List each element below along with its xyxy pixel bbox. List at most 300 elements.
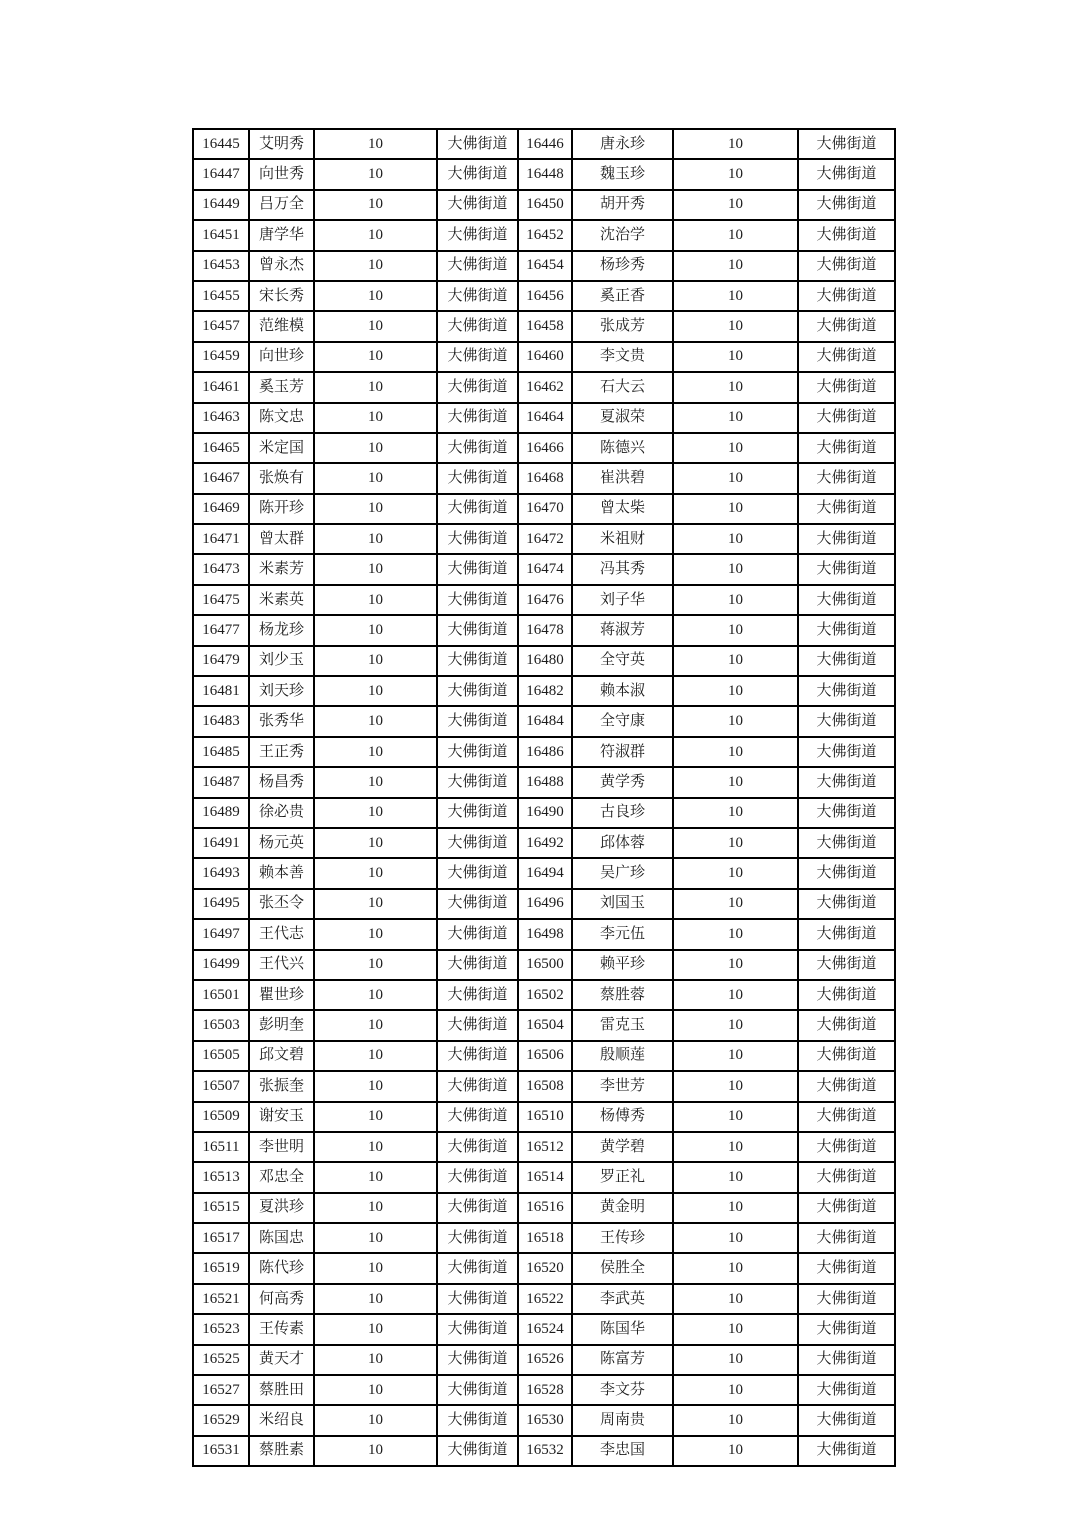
person-name-left-cell: 范维模	[249, 311, 314, 341]
street-name-left-cell: 大佛街道	[437, 159, 518, 189]
serial-number-left-cell: 16527	[193, 1375, 249, 1405]
serial-number-right-cell: 16460	[518, 342, 572, 372]
amount-left-cell: 10	[314, 858, 437, 888]
serial-number-right-cell: 16526	[518, 1345, 572, 1375]
street-name-right-cell: 大佛街道	[798, 706, 895, 736]
street-name-left-cell: 大佛街道	[437, 737, 518, 767]
serial-number-left-cell: 16515	[193, 1193, 249, 1223]
serial-number-left-cell: 16521	[193, 1284, 249, 1314]
roster-table-container	[192, 128, 894, 1459]
serial-number-right-cell: 16530	[518, 1405, 572, 1435]
amount-right-cell: 10	[673, 1223, 798, 1253]
serial-number-left-cell: 16503	[193, 1010, 249, 1040]
amount-right-cell: 10	[673, 1436, 798, 1466]
roster-table-body	[193, 129, 895, 1466]
person-name-left-cell: 陈文忠	[249, 403, 314, 433]
person-name-right-cell: 黄学碧	[572, 1132, 673, 1162]
serial-number-right-cell: 16498	[518, 919, 572, 949]
amount-left-cell: 10	[314, 767, 437, 797]
street-name-right-cell: 大佛街道	[798, 220, 895, 250]
amount-right-cell: 10	[673, 1284, 798, 1314]
street-name-right-cell: 大佛街道	[798, 1132, 895, 1162]
person-name-left-cell: 刘天珍	[249, 676, 314, 706]
serial-number-left-cell: 16483	[193, 706, 249, 736]
amount-right-cell: 10	[673, 1162, 798, 1192]
person-name-right-cell: 李武英	[572, 1284, 673, 1314]
street-name-right-cell: 大佛街道	[798, 1193, 895, 1223]
street-name-right-cell: 大佛街道	[798, 251, 895, 281]
person-name-right-cell: 符淑群	[572, 737, 673, 767]
table-row	[193, 342, 895, 372]
serial-number-left-cell: 16447	[193, 159, 249, 189]
table-row	[193, 676, 895, 706]
street-name-left-cell: 大佛街道	[437, 1223, 518, 1253]
amount-left-cell: 10	[314, 889, 437, 919]
table-row	[193, 1071, 895, 1101]
table-row	[193, 980, 895, 1010]
person-name-right-cell: 蒋淑芳	[572, 615, 673, 645]
street-name-left-cell: 大佛街道	[437, 1253, 518, 1283]
serial-number-right-cell: 16458	[518, 311, 572, 341]
amount-right-cell: 10	[673, 129, 798, 159]
amount-left-cell: 10	[314, 463, 437, 493]
table-row	[193, 889, 895, 919]
amount-right-cell: 10	[673, 858, 798, 888]
amount-right-cell: 10	[673, 1405, 798, 1435]
amount-left-cell: 10	[314, 1314, 437, 1344]
amount-left-cell: 10	[314, 1010, 437, 1040]
serial-number-right-cell: 16512	[518, 1132, 572, 1162]
serial-number-left-cell: 16493	[193, 858, 249, 888]
person-name-right-cell: 殷顺莲	[572, 1041, 673, 1071]
street-name-left-cell: 大佛街道	[437, 220, 518, 250]
serial-number-right-cell: 16484	[518, 706, 572, 736]
street-name-left-cell: 大佛街道	[437, 494, 518, 524]
person-name-right-cell: 赖平珍	[572, 950, 673, 980]
amount-left-cell: 10	[314, 403, 437, 433]
person-name-right-cell: 吴广珍	[572, 858, 673, 888]
serial-number-right-cell: 16508	[518, 1071, 572, 1101]
amount-left-cell: 10	[314, 1284, 437, 1314]
street-name-left-cell: 大佛街道	[437, 129, 518, 159]
person-name-right-cell: 陈国华	[572, 1314, 673, 1344]
street-name-left-cell: 大佛街道	[437, 524, 518, 554]
person-name-right-cell: 侯胜全	[572, 1253, 673, 1283]
street-name-right-cell: 大佛街道	[798, 889, 895, 919]
table-row	[193, 1284, 895, 1314]
amount-left-cell: 10	[314, 1102, 437, 1132]
amount-left-cell: 10	[314, 1375, 437, 1405]
serial-number-left-cell: 16497	[193, 919, 249, 949]
serial-number-left-cell: 16469	[193, 494, 249, 524]
street-name-right-cell: 大佛街道	[798, 646, 895, 676]
table-row	[193, 1253, 895, 1283]
street-name-right-cell: 大佛街道	[798, 950, 895, 980]
serial-number-left-cell: 16501	[193, 980, 249, 1010]
person-name-left-cell: 陈开珍	[249, 494, 314, 524]
serial-number-right-cell: 16528	[518, 1375, 572, 1405]
serial-number-left-cell: 16479	[193, 646, 249, 676]
street-name-right-cell: 大佛街道	[798, 1314, 895, 1344]
serial-number-right-cell: 16474	[518, 554, 572, 584]
serial-number-right-cell: 16462	[518, 372, 572, 402]
table-row	[193, 1345, 895, 1375]
amount-right-cell: 10	[673, 798, 798, 828]
street-name-left-cell: 大佛街道	[437, 585, 518, 615]
person-name-right-cell: 曾太柴	[572, 494, 673, 524]
person-name-left-cell: 米绍良	[249, 1405, 314, 1435]
serial-number-right-cell: 16482	[518, 676, 572, 706]
amount-left-cell: 10	[314, 494, 437, 524]
person-name-left-cell: 张秀华	[249, 706, 314, 736]
person-name-right-cell: 夏淑荣	[572, 403, 673, 433]
table-row	[193, 190, 895, 220]
amount-left-cell: 10	[314, 798, 437, 828]
street-name-right-cell: 大佛街道	[798, 1041, 895, 1071]
street-name-left-cell: 大佛街道	[437, 463, 518, 493]
amount-right-cell: 10	[673, 342, 798, 372]
person-name-left-cell: 何高秀	[249, 1284, 314, 1314]
street-name-right-cell: 大佛街道	[798, 403, 895, 433]
serial-number-right-cell: 16492	[518, 828, 572, 858]
person-name-left-cell: 米定国	[249, 433, 314, 463]
serial-number-right-cell: 16464	[518, 403, 572, 433]
serial-number-left-cell: 16481	[193, 676, 249, 706]
amount-left-cell: 10	[314, 342, 437, 372]
serial-number-left-cell: 16499	[193, 950, 249, 980]
street-name-right-cell: 大佛街道	[798, 1071, 895, 1101]
person-name-left-cell: 李世明	[249, 1132, 314, 1162]
person-name-right-cell: 李文芬	[572, 1375, 673, 1405]
table-row	[193, 798, 895, 828]
street-name-left-cell: 大佛街道	[437, 889, 518, 919]
person-name-left-cell: 曾太群	[249, 524, 314, 554]
person-name-right-cell: 张成芳	[572, 311, 673, 341]
street-name-left-cell: 大佛街道	[437, 798, 518, 828]
table-row	[193, 585, 895, 615]
person-name-right-cell: 李文贵	[572, 342, 673, 372]
person-name-left-cell: 彭明奎	[249, 1010, 314, 1040]
street-name-left-cell: 大佛街道	[437, 554, 518, 584]
street-name-left-cell: 大佛街道	[437, 646, 518, 676]
serial-number-right-cell: 16476	[518, 585, 572, 615]
serial-number-right-cell: 16466	[518, 433, 572, 463]
amount-left-cell: 10	[314, 615, 437, 645]
person-name-left-cell: 刘少玉	[249, 646, 314, 676]
amount-left-cell: 10	[314, 919, 437, 949]
street-name-right-cell: 大佛街道	[798, 1405, 895, 1435]
person-name-left-cell: 宋长秀	[249, 281, 314, 311]
person-name-left-cell: 奚玉芳	[249, 372, 314, 402]
street-name-right-cell: 大佛街道	[798, 129, 895, 159]
street-name-left-cell: 大佛街道	[437, 706, 518, 736]
serial-number-left-cell: 16485	[193, 737, 249, 767]
table-row	[193, 251, 895, 281]
street-name-left-cell: 大佛街道	[437, 1132, 518, 1162]
serial-number-left-cell: 16513	[193, 1162, 249, 1192]
person-name-right-cell: 全守康	[572, 706, 673, 736]
person-name-right-cell: 陈德兴	[572, 433, 673, 463]
serial-number-left-cell: 16507	[193, 1071, 249, 1101]
street-name-left-cell: 大佛街道	[437, 950, 518, 980]
amount-right-cell: 10	[673, 1041, 798, 1071]
table-row	[193, 919, 895, 949]
street-name-right-cell: 大佛街道	[798, 980, 895, 1010]
street-name-right-cell: 大佛街道	[798, 159, 895, 189]
amount-left-cell: 10	[314, 1132, 437, 1162]
person-name-right-cell: 杨珍秀	[572, 251, 673, 281]
amount-left-cell: 10	[314, 251, 437, 281]
serial-number-left-cell: 16471	[193, 524, 249, 554]
table-row	[193, 433, 895, 463]
street-name-right-cell: 大佛街道	[798, 494, 895, 524]
table-row	[193, 1223, 895, 1253]
table-row	[193, 706, 895, 736]
person-name-left-cell: 邱文碧	[249, 1041, 314, 1071]
street-name-right-cell: 大佛街道	[798, 676, 895, 706]
amount-right-cell: 10	[673, 950, 798, 980]
amount-right-cell: 10	[673, 737, 798, 767]
amount-left-cell: 10	[314, 281, 437, 311]
street-name-left-cell: 大佛街道	[437, 1041, 518, 1071]
person-name-right-cell: 李忠国	[572, 1436, 673, 1466]
amount-left-cell: 10	[314, 129, 437, 159]
amount-left-cell: 10	[314, 1071, 437, 1101]
street-name-right-cell: 大佛街道	[798, 554, 895, 584]
amount-right-cell: 10	[673, 1193, 798, 1223]
street-name-left-cell: 大佛街道	[437, 1314, 518, 1344]
person-name-left-cell: 瞿世珍	[249, 980, 314, 1010]
serial-number-right-cell: 16470	[518, 494, 572, 524]
person-name-right-cell: 全守英	[572, 646, 673, 676]
amount-right-cell: 10	[673, 281, 798, 311]
table-row	[193, 403, 895, 433]
person-name-left-cell: 张丕令	[249, 889, 314, 919]
street-name-right-cell: 大佛街道	[798, 767, 895, 797]
serial-number-left-cell: 16475	[193, 585, 249, 615]
serial-number-left-cell: 16453	[193, 251, 249, 281]
table-row	[193, 1010, 895, 1040]
table-row	[193, 494, 895, 524]
person-name-left-cell: 蔡胜素	[249, 1436, 314, 1466]
table-row	[193, 1436, 895, 1466]
amount-right-cell: 10	[673, 1102, 798, 1132]
amount-right-cell: 10	[673, 190, 798, 220]
serial-number-left-cell: 16525	[193, 1345, 249, 1375]
amount-right-cell: 10	[673, 980, 798, 1010]
amount-left-cell: 10	[314, 311, 437, 341]
table-row	[193, 281, 895, 311]
street-name-right-cell: 大佛街道	[798, 1284, 895, 1314]
street-name-left-cell: 大佛街道	[437, 767, 518, 797]
table-row	[193, 767, 895, 797]
person-name-left-cell: 米素芳	[249, 554, 314, 584]
street-name-left-cell: 大佛街道	[437, 676, 518, 706]
amount-right-cell: 10	[673, 1132, 798, 1162]
street-name-right-cell: 大佛街道	[798, 1010, 895, 1040]
serial-number-right-cell: 16456	[518, 281, 572, 311]
street-name-left-cell: 大佛街道	[437, 1405, 518, 1435]
amount-left-cell: 10	[314, 585, 437, 615]
person-name-left-cell: 徐必贵	[249, 798, 314, 828]
amount-left-cell: 10	[314, 1041, 437, 1071]
amount-left-cell: 10	[314, 372, 437, 402]
table-row	[193, 129, 895, 159]
serial-number-right-cell: 16510	[518, 1102, 572, 1132]
person-name-right-cell: 雷克玉	[572, 1010, 673, 1040]
street-name-right-cell: 大佛街道	[798, 1345, 895, 1375]
person-name-right-cell: 沈治学	[572, 220, 673, 250]
street-name-left-cell: 大佛街道	[437, 1193, 518, 1223]
street-name-right-cell: 大佛街道	[798, 1375, 895, 1405]
street-name-left-cell: 大佛街道	[437, 1010, 518, 1040]
street-name-right-cell: 大佛街道	[798, 311, 895, 341]
serial-number-right-cell: 16480	[518, 646, 572, 676]
amount-right-cell: 10	[673, 767, 798, 797]
amount-left-cell: 10	[314, 1405, 437, 1435]
street-name-left-cell: 大佛街道	[437, 190, 518, 220]
amount-right-cell: 10	[673, 1345, 798, 1375]
person-name-right-cell: 黄学秀	[572, 767, 673, 797]
serial-number-right-cell: 16522	[518, 1284, 572, 1314]
person-name-left-cell: 向世珍	[249, 342, 314, 372]
amount-left-cell: 10	[314, 980, 437, 1010]
serial-number-left-cell: 16461	[193, 372, 249, 402]
amount-right-cell: 10	[673, 403, 798, 433]
table-row	[193, 950, 895, 980]
street-name-right-cell: 大佛街道	[798, 342, 895, 372]
street-name-left-cell: 大佛街道	[437, 980, 518, 1010]
serial-number-left-cell: 16477	[193, 615, 249, 645]
person-name-left-cell: 蔡胜田	[249, 1375, 314, 1405]
amount-right-cell: 10	[673, 251, 798, 281]
street-name-left-cell: 大佛街道	[437, 433, 518, 463]
person-name-right-cell: 黄金明	[572, 1193, 673, 1223]
serial-number-left-cell: 16467	[193, 463, 249, 493]
amount-right-cell: 10	[673, 524, 798, 554]
person-name-left-cell: 谢安玉	[249, 1102, 314, 1132]
amount-left-cell: 10	[314, 828, 437, 858]
serial-number-left-cell: 16489	[193, 798, 249, 828]
serial-number-left-cell: 16463	[193, 403, 249, 433]
person-name-right-cell: 崔洪碧	[572, 463, 673, 493]
amount-right-cell: 10	[673, 676, 798, 706]
serial-number-left-cell: 16517	[193, 1223, 249, 1253]
amount-left-cell: 10	[314, 1193, 437, 1223]
amount-left-cell: 10	[314, 190, 437, 220]
table-row	[193, 1405, 895, 1435]
street-name-right-cell: 大佛街道	[798, 433, 895, 463]
person-name-right-cell: 李世芳	[572, 1071, 673, 1101]
person-name-right-cell: 石大云	[572, 372, 673, 402]
serial-number-left-cell: 16465	[193, 433, 249, 463]
table-row	[193, 1132, 895, 1162]
street-name-right-cell: 大佛街道	[798, 858, 895, 888]
amount-right-cell: 10	[673, 1314, 798, 1344]
amount-left-cell: 10	[314, 1436, 437, 1466]
person-name-right-cell: 蔡胜蓉	[572, 980, 673, 1010]
person-name-left-cell: 张焕有	[249, 463, 314, 493]
person-name-right-cell: 唐永珍	[572, 129, 673, 159]
person-name-left-cell: 杨昌秀	[249, 767, 314, 797]
amount-left-cell: 10	[314, 1223, 437, 1253]
serial-number-right-cell: 16496	[518, 889, 572, 919]
street-name-right-cell: 大佛街道	[798, 372, 895, 402]
amount-right-cell: 10	[673, 889, 798, 919]
table-row	[193, 1102, 895, 1132]
person-name-left-cell: 王代兴	[249, 950, 314, 980]
serial-number-right-cell: 16450	[518, 190, 572, 220]
person-name-left-cell: 向世秀	[249, 159, 314, 189]
table-row	[193, 159, 895, 189]
person-name-right-cell: 刘子华	[572, 585, 673, 615]
serial-number-left-cell: 16529	[193, 1405, 249, 1435]
person-name-left-cell: 王传素	[249, 1314, 314, 1344]
table-row	[193, 372, 895, 402]
serial-number-right-cell: 16454	[518, 251, 572, 281]
amount-left-cell: 10	[314, 706, 437, 736]
amount-right-cell: 10	[673, 1253, 798, 1283]
amount-left-cell: 10	[314, 1253, 437, 1283]
person-name-right-cell: 赖本淑	[572, 676, 673, 706]
street-name-left-cell: 大佛街道	[437, 1345, 518, 1375]
amount-left-cell: 10	[314, 646, 437, 676]
amount-right-cell: 10	[673, 311, 798, 341]
table-row	[193, 311, 895, 341]
serial-number-left-cell: 16457	[193, 311, 249, 341]
street-name-right-cell: 大佛街道	[798, 798, 895, 828]
person-name-right-cell: 杨傅秀	[572, 1102, 673, 1132]
person-name-right-cell: 李元伍	[572, 919, 673, 949]
table-row	[193, 1162, 895, 1192]
serial-number-right-cell: 16518	[518, 1223, 572, 1253]
person-name-right-cell: 王传珍	[572, 1223, 673, 1253]
amount-left-cell: 10	[314, 1345, 437, 1375]
person-name-left-cell: 夏洪珍	[249, 1193, 314, 1223]
street-name-right-cell: 大佛街道	[798, 585, 895, 615]
person-name-right-cell: 米祖财	[572, 524, 673, 554]
serial-number-right-cell: 16452	[518, 220, 572, 250]
amount-right-cell: 10	[673, 220, 798, 250]
serial-number-left-cell: 16531	[193, 1436, 249, 1466]
person-name-right-cell: 古良珍	[572, 798, 673, 828]
serial-number-left-cell: 16519	[193, 1253, 249, 1283]
table-row	[193, 737, 895, 767]
table-row	[193, 1314, 895, 1344]
serial-number-right-cell: 16494	[518, 858, 572, 888]
serial-number-left-cell: 16511	[193, 1132, 249, 1162]
person-name-right-cell: 冯其秀	[572, 554, 673, 584]
amount-right-cell: 10	[673, 554, 798, 584]
street-name-left-cell: 大佛街道	[437, 372, 518, 402]
street-name-right-cell: 大佛街道	[798, 1162, 895, 1192]
street-name-right-cell: 大佛街道	[798, 615, 895, 645]
street-name-left-cell: 大佛街道	[437, 1071, 518, 1101]
street-name-left-cell: 大佛街道	[437, 1102, 518, 1132]
amount-right-cell: 10	[673, 1375, 798, 1405]
serial-number-left-cell: 16449	[193, 190, 249, 220]
table-row	[193, 858, 895, 888]
street-name-left-cell: 大佛街道	[437, 251, 518, 281]
serial-number-left-cell: 16455	[193, 281, 249, 311]
amount-right-cell: 10	[673, 463, 798, 493]
amount-right-cell: 10	[673, 919, 798, 949]
person-name-right-cell: 魏玉珍	[572, 159, 673, 189]
street-name-right-cell: 大佛街道	[798, 737, 895, 767]
table-row	[193, 1375, 895, 1405]
street-name-right-cell: 大佛街道	[798, 1436, 895, 1466]
person-name-left-cell: 艾明秀	[249, 129, 314, 159]
